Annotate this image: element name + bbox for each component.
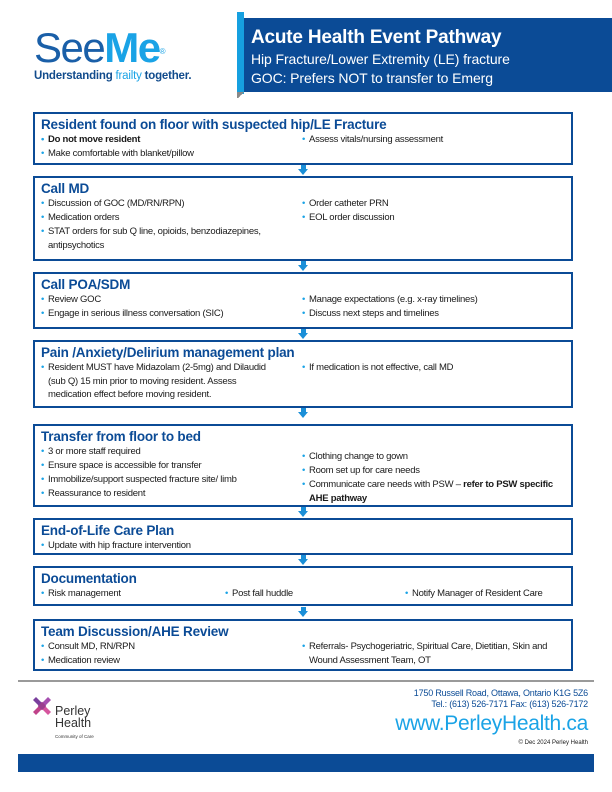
list-item: • Reassurance to resident [41,487,302,501]
copyright: © Dec 2024 Perley Health [518,740,588,746]
down-arrow-icon [298,408,308,418]
list-item: • 3 or more staff required [41,445,302,459]
logo-me-text: Me [104,24,160,71]
perley-health-logo [33,697,123,747]
down-arrow-icon [298,329,308,339]
perley-name-line1: Perley [55,704,91,718]
step-title: Call POA/SDM [41,277,131,292]
title-accent-bar [237,12,244,94]
step-transfer-floor-bed [33,424,573,507]
down-arrow-icon [298,261,308,271]
tagline-part1: Understanding [34,70,113,82]
step-title: End-of-Life Care Plan [41,523,175,538]
list-item: • Discussion of GOC (MD/RN/RPN) [41,197,302,211]
footer-divider [18,680,594,682]
down-arrow-icon [298,607,308,617]
list-item: • Room set up for care needs [302,464,563,478]
list-item: • Consult MD, RN/RPN [41,640,302,654]
step-call-poa-sdm [33,272,573,329]
list-item: • Medication orders [41,211,302,225]
step-eol-care-plan [33,518,573,555]
registered-mark: ® [159,47,164,56]
list-item: • Post fall huddle [225,587,405,601]
step-call-md [33,176,573,261]
list-item: • EOL order discussion [302,211,563,225]
footer-bar [18,754,594,772]
step-title: Transfer from floor to bed [41,429,201,444]
psw-pathway-reference: refer to PSW specific AHE pathway [309,479,553,504]
step-documentation [33,566,573,606]
list-item: • Notify Manager of Resident Care [405,587,563,601]
seeme-wordmark [34,24,234,71]
list-item: • Ensure space is accessible for transfer [41,459,302,473]
step-title: Pain /Anxiety/Delirium management plan [41,345,295,360]
tagline [34,70,234,82]
perley-tagline: Community of Care [55,734,94,739]
list-item: • STAT orders for sub Q line, opioids, benzodiazepines, antipsychotics [41,225,281,252]
list-item [302,478,563,505]
step-title: Resident found on floor with suspected hip/LE Fracture [41,117,387,132]
list-item: • Make comfortable with blanket/pillow [41,147,302,161]
title-banner-fold [237,92,245,98]
perley-cross-icon [33,697,51,715]
list-item: • If medication is not effective, call MD [302,361,563,375]
step-title: Call MD [41,181,90,196]
seeme-logo [34,24,234,82]
list-item: • Engage in serious illness conversation (SIC) [41,307,302,321]
perley-name [55,705,91,729]
list-item: • Resident MUST have Midazolam (2-5mg) and Dilaudid (sub Q) 15 min prior to moving resident. Assess medication effect before moving resident. [41,361,273,402]
contact-info [395,688,588,746]
down-arrow-icon [298,507,308,517]
list-item: • Review GOC [41,293,302,307]
tagline-part3: together. [144,70,192,82]
address: 1750 Russell Road, Ottawa, Ontario K1G 5Z6 [413,688,588,698]
logo-see-text: See [34,24,105,71]
step-resident-found [33,112,573,165]
phone-fax: Tel.: (613) 526-7171 Fax: (613) 526-7172 [431,699,588,709]
list-item: • Assess vitals/nursing assessment [302,133,563,147]
list-item: • Immobilize/support suspected fracture site/ limb [41,473,302,487]
title-banner [237,18,612,92]
perley-name-line2: Health [55,716,92,730]
down-arrow-icon [298,555,308,565]
tagline-part2: frailty [115,70,142,82]
list-item: • Clothing change to gown [302,450,563,464]
list-item-text: Communicate care needs with PSW – [309,479,464,490]
list-item: • Risk management [41,587,225,601]
list-item: • Discuss next steps and timelines [302,307,563,321]
step-title: Documentation [41,571,137,586]
step-team-discussion [33,619,573,671]
page-subtitle-goc: GOC: Prefers NOT to transfer to Emerg [251,70,493,86]
list-item: • Update with hip fracture intervention [41,539,563,553]
down-arrow-icon [298,165,308,175]
step-pain-management [33,340,573,408]
list-item: • Order catheter PRN [302,197,563,211]
page-subtitle-condition: Hip Fracture/Lower Extremity (LE) fracture [251,51,510,67]
list-item: • Manage expectations (e.g. x-ray timelines) [302,293,563,307]
step-title: Team Discussion/AHE Review [41,624,229,639]
list-item: • Medication review [41,654,302,668]
page-title: Acute Health Event Pathway [251,27,502,48]
website-link[interactable]: www.PerleyHealth.ca [395,712,588,735]
list-item: • Do not move resident [41,133,302,147]
list-item: • Referrals- Psychogeriatric, Spiritual Care, Dietitian, Skin and Wound Assessment Team, OT [302,640,552,667]
